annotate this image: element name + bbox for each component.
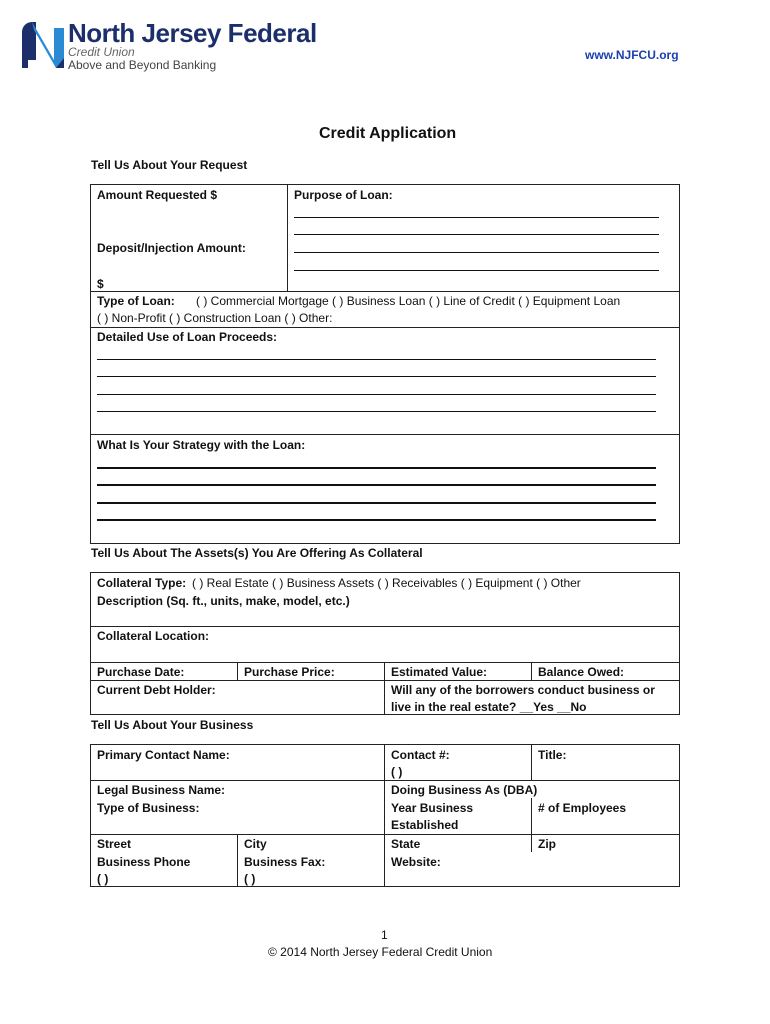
org-name: North Jersey Federal [68, 18, 317, 48]
use-line-3[interactable] [97, 394, 656, 395]
contact-number-paren[interactable]: ( ) [391, 765, 403, 779]
business-fax-paren[interactable]: ( ) [244, 872, 256, 886]
strategy-line-1[interactable] [97, 467, 656, 469]
collateral-description-label: Description (Sq. ft., units, make, model, etc.) [97, 594, 350, 608]
purchase-date-label: Purchase Date: [97, 665, 185, 679]
contact-number-label: Contact #: [391, 748, 450, 762]
purpose-line-4[interactable] [294, 270, 659, 271]
purpose-line-2[interactable] [294, 234, 659, 235]
page-title: Credit Application [319, 125, 457, 142]
strategy-line-3[interactable] [97, 502, 656, 504]
loan-use-label: Detailed Use of Loan Proceeds: [97, 330, 278, 344]
borrowers-question-2[interactable]: live in the real estate? __Yes __No [391, 700, 587, 714]
state-label: State [391, 837, 421, 851]
business-phone-paren[interactable]: ( ) [97, 872, 109, 886]
page-number: 1 [381, 928, 388, 942]
purchase-price-label: Purchase Price: [244, 665, 335, 679]
year-established-label-1: Year Business [391, 801, 474, 815]
use-line-1[interactable] [97, 359, 656, 360]
city-label: City [244, 837, 267, 851]
collateral-type-label: Collateral Type: [97, 576, 187, 590]
debt-holder-label: Current Debt Holder: [97, 683, 216, 697]
employees-label: # of Employees [538, 801, 627, 815]
request-heading: Tell Us About Your Request [91, 158, 248, 172]
copyright: © 2014 North Jersey Federal Credit Union [268, 945, 493, 959]
business-phone-label: Business Phone [97, 855, 191, 869]
org-tagline: Above and Beyond Banking [68, 58, 217, 72]
website-label: Website: [391, 855, 441, 869]
logo [20, 20, 66, 70]
deposit-dollar: $ [97, 277, 104, 291]
collateral-type-options[interactable]: ( ) Real Estate ( ) Business Assets ( ) Receivables ( ) Equipment ( ) Other [192, 576, 581, 590]
title-label: Title: [538, 748, 567, 762]
org-sub-credit-union: Credit Union [68, 45, 135, 59]
strategy-label: What Is Your Strategy with the Loan: [97, 438, 306, 452]
dba-label: Doing Business As (DBA) [391, 783, 538, 797]
purpose-line-1[interactable] [294, 217, 659, 218]
collateral-heading: Tell Us About The Assets(s) You Are Offering As Collateral [91, 546, 423, 560]
purpose-label: Purpose of Loan: [294, 188, 393, 202]
use-line-2[interactable] [97, 376, 656, 377]
borrowers-question-1: Will any of the borrowers conduct business or [391, 683, 655, 697]
strategy-line-2[interactable] [97, 484, 656, 486]
loan-type-label: Type of Loan: [97, 294, 175, 308]
balance-owed-label: Balance Owed: [538, 665, 625, 679]
loan-type-options-2[interactable]: ( ) Non-Profit ( ) Construction Loan ( ) Other: [97, 311, 333, 325]
business-fax-label: Business Fax: [244, 855, 326, 869]
business-heading: Tell Us About Your Business [91, 718, 254, 732]
year-established-label-2: Established [391, 818, 459, 832]
purpose-line-3[interactable] [294, 252, 659, 253]
primary-contact-label: Primary Contact Name: [97, 748, 230, 762]
legal-name-label: Legal Business Name: [97, 783, 226, 797]
strategy-line-4[interactable] [97, 519, 656, 521]
estimated-value-label: Estimated Value: [391, 665, 488, 679]
zip-label: Zip [538, 837, 556, 851]
website-link[interactable]: www.NJFCU.org [585, 48, 679, 62]
use-line-4[interactable] [97, 411, 656, 412]
amount-requested-label: Amount Requested $ [97, 188, 218, 202]
request-box [90, 184, 680, 544]
business-type-label: Type of Business: [97, 801, 200, 815]
njfcu-logo-icon [20, 20, 66, 70]
street-label: Street [97, 837, 132, 851]
collateral-location-label: Collateral Location: [97, 629, 210, 643]
loan-type-options-1[interactable]: ( ) Commercial Mortgage ( ) Business Loan ( ) Line of Credit ( ) Equipment Loan [196, 294, 621, 308]
deposit-label: Deposit/Injection Amount: [97, 241, 246, 255]
